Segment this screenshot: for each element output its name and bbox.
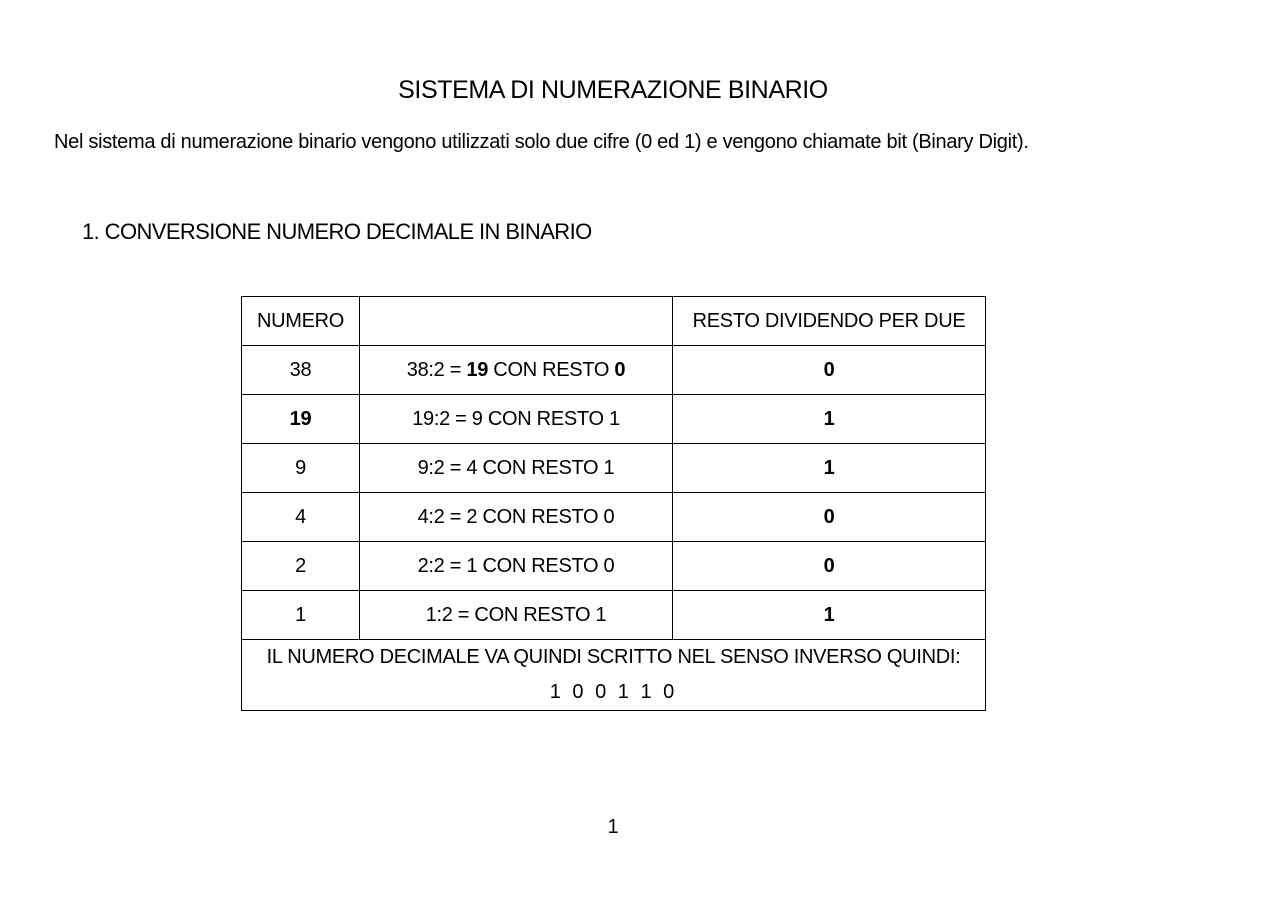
binary-result: 1 0 0 1 1 0 (549, 681, 678, 703)
cell-resto: 1 (673, 444, 986, 493)
section-heading: 1. CONVERSIONE NUMERO DECIMALE IN BINARIO (82, 219, 592, 244)
cell-numero: 19 (242, 395, 360, 444)
header-resto: RESTO DIVIDENDO PER DUE (673, 297, 986, 346)
table-row (242, 346, 986, 395)
cell-resto: 0 (673, 346, 986, 395)
cell-numero: 2 (242, 542, 360, 591)
cell-resto: 0 (673, 493, 986, 542)
op-quotient: 19 (466, 358, 489, 381)
cell-operazione: 4:2 = 2 CON RESTO 0 (360, 493, 673, 542)
cell-numero: 1 (242, 591, 360, 640)
cell-operazione: 9:2 = 4 CON RESTO 1 (360, 444, 673, 493)
op-remainder: 0 (614, 358, 626, 381)
cell-operazione: 2:2 = 1 CON RESTO 0 (360, 542, 673, 591)
page-number: 1 (607, 816, 619, 838)
cell-operazione: 19:2 = 9 CON RESTO 1 (360, 395, 673, 444)
table-row (242, 444, 986, 493)
page-title: SISTEMA DI NUMERAZIONE BINARIO (398, 76, 828, 104)
cell-numero: 4 (242, 493, 360, 542)
table-row (242, 542, 986, 591)
cell-operazione (360, 346, 673, 395)
cell-resto: 1 (673, 591, 986, 640)
cell-numero: 38 (242, 346, 360, 395)
table-row (242, 493, 986, 542)
op-middle: CON RESTO (488, 358, 615, 381)
header-operazione (360, 297, 673, 346)
header-numero: NUMERO (242, 297, 360, 346)
table-footer-row (242, 640, 986, 711)
table-footer-cell (242, 640, 986, 711)
table-header-row (242, 297, 986, 346)
table-row (242, 591, 986, 640)
op-prefix: 38:2 = (406, 358, 467, 381)
cell-resto: 0 (673, 542, 986, 591)
cell-resto: 1 (673, 395, 986, 444)
cell-operazione: 1:2 = CON RESTO 1 (360, 591, 673, 640)
intro-paragraph: Nel sistema di numerazione binario vengono utilizzati solo due cifre (0 ed 1) e vengono chiamate bit (Binary Digit). (54, 131, 1029, 153)
table-row (242, 395, 986, 444)
conversion-table (241, 296, 986, 711)
cell-numero: 9 (242, 444, 360, 493)
footer-text: IL NUMERO DECIMALE VA QUINDI SCRITTO NEL SENSO INVERSO QUINDI: (266, 646, 961, 668)
